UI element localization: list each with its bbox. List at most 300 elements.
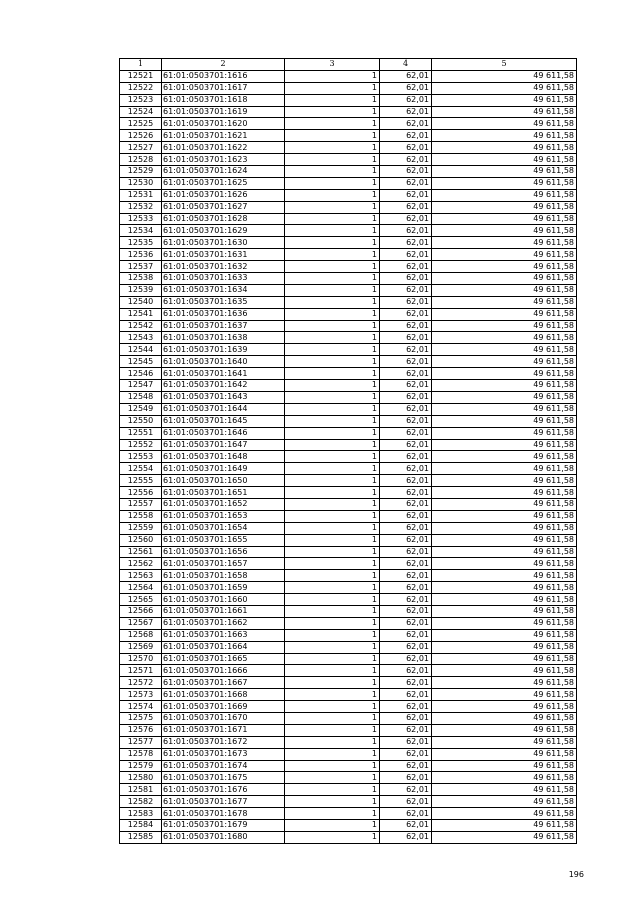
value-cell: 49 611,58 <box>432 582 577 594</box>
value-cell: 49 611,58 <box>432 831 577 843</box>
count-cell: 1 <box>285 617 380 629</box>
table-row <box>120 106 577 118</box>
table-row <box>120 261 577 273</box>
value-cell: 49 611,58 <box>432 820 577 832</box>
count-cell: 1 <box>285 784 380 796</box>
count-cell: 1 <box>285 451 380 463</box>
row-number-cell: 12527 <box>120 142 162 154</box>
row-number-cell: 12580 <box>120 772 162 784</box>
value-cell: 49 611,58 <box>432 712 577 724</box>
row-number-cell: 12559 <box>120 522 162 534</box>
cadastral-number-cell: 61:01:0503701:1638 <box>162 332 285 344</box>
row-number-cell: 12552 <box>120 439 162 451</box>
area-cell: 62,01 <box>380 237 432 249</box>
row-number-cell: 12530 <box>120 177 162 189</box>
cadastral-number-cell: 61:01:0503701:1662 <box>162 617 285 629</box>
area-cell: 62,01 <box>380 736 432 748</box>
value-cell: 49 611,58 <box>432 189 577 201</box>
cadastral-number-cell: 61:01:0503701:1634 <box>162 284 285 296</box>
table-row <box>120 653 577 665</box>
table-row <box>120 760 577 772</box>
value-cell: 49 611,58 <box>432 177 577 189</box>
cadastral-number-cell: 61:01:0503701:1675 <box>162 772 285 784</box>
area-cell: 62,01 <box>380 831 432 843</box>
row-number-cell: 12578 <box>120 748 162 760</box>
area-cell: 62,01 <box>380 130 432 142</box>
cadastral-number-cell: 61:01:0503701:1619 <box>162 106 285 118</box>
row-number-cell: 12573 <box>120 689 162 701</box>
column-header-3: 3 <box>285 59 380 71</box>
cadastral-number-cell: 61:01:0503701:1652 <box>162 498 285 510</box>
table-row <box>120 724 577 736</box>
table-row <box>120 249 577 261</box>
cadastral-number-cell: 61:01:0503701:1659 <box>162 582 285 594</box>
table-row <box>120 308 577 320</box>
area-cell: 62,01 <box>380 154 432 166</box>
count-cell: 1 <box>285 82 380 94</box>
cadastral-number-cell: 61:01:0503701:1656 <box>162 546 285 558</box>
area-cell: 62,01 <box>380 82 432 94</box>
value-cell: 49 611,58 <box>432 391 577 403</box>
area-cell: 62,01 <box>380 451 432 463</box>
area-cell: 62,01 <box>380 189 432 201</box>
row-number-cell: 12563 <box>120 570 162 582</box>
count-cell: 1 <box>285 831 380 843</box>
value-cell: 49 611,58 <box>432 356 577 368</box>
row-number-cell: 12566 <box>120 605 162 617</box>
table-row <box>120 617 577 629</box>
count-cell: 1 <box>285 594 380 606</box>
cadastral-number-cell: 61:01:0503701:1630 <box>162 237 285 249</box>
value-cell: 49 611,58 <box>432 510 577 522</box>
value-cell: 49 611,58 <box>432 653 577 665</box>
row-number-cell: 12571 <box>120 665 162 677</box>
cadastral-number-cell: 61:01:0503701:1635 <box>162 296 285 308</box>
count-cell: 1 <box>285 463 380 475</box>
count-cell: 1 <box>285 772 380 784</box>
value-cell: 49 611,58 <box>432 475 577 487</box>
value-cell: 49 611,58 <box>432 320 577 332</box>
count-cell: 1 <box>285 820 380 832</box>
row-number-cell: 12574 <box>120 701 162 713</box>
column-header-1: 1 <box>120 59 162 71</box>
cadastral-number-cell: 61:01:0503701:1668 <box>162 689 285 701</box>
area-cell: 62,01 <box>380 641 432 653</box>
cadastral-number-cell: 61:01:0503701:1621 <box>162 130 285 142</box>
cadastral-number-cell: 61:01:0503701:1631 <box>162 249 285 261</box>
area-cell: 62,01 <box>380 748 432 760</box>
cadastral-number-cell: 61:01:0503701:1627 <box>162 201 285 213</box>
table-row <box>120 403 577 415</box>
table-row <box>120 534 577 546</box>
area-cell: 62,01 <box>380 772 432 784</box>
row-number-cell: 12534 <box>120 225 162 237</box>
count-cell: 1 <box>285 475 380 487</box>
area-cell: 62,01 <box>380 261 432 273</box>
table-row <box>120 189 577 201</box>
count-cell: 1 <box>285 166 380 178</box>
row-number-cell: 12584 <box>120 820 162 832</box>
value-cell: 49 611,58 <box>432 154 577 166</box>
area-cell: 62,01 <box>380 522 432 534</box>
value-cell: 49 611,58 <box>432 213 577 225</box>
count-cell: 1 <box>285 201 380 213</box>
table-row <box>120 629 577 641</box>
count-cell: 1 <box>285 748 380 760</box>
area-cell: 62,01 <box>380 463 432 475</box>
area-cell: 62,01 <box>380 273 432 285</box>
count-cell: 1 <box>285 653 380 665</box>
table-row <box>120 570 577 582</box>
value-cell: 49 611,58 <box>432 106 577 118</box>
cadastral-number-cell: 61:01:0503701:1622 <box>162 142 285 154</box>
value-cell: 49 611,58 <box>432 701 577 713</box>
cadastral-number-cell: 61:01:0503701:1663 <box>162 629 285 641</box>
row-number-cell: 12536 <box>120 249 162 261</box>
row-number-cell: 12560 <box>120 534 162 546</box>
cadastral-number-cell: 61:01:0503701:1666 <box>162 665 285 677</box>
cadastral-number-cell: 61:01:0503701:1623 <box>162 154 285 166</box>
table-row <box>120 831 577 843</box>
area-cell: 62,01 <box>380 142 432 154</box>
count-cell: 1 <box>285 308 380 320</box>
table-row <box>120 356 577 368</box>
count-cell: 1 <box>285 736 380 748</box>
count-cell: 1 <box>285 356 380 368</box>
table-row <box>120 594 577 606</box>
count-cell: 1 <box>285 273 380 285</box>
area-cell: 62,01 <box>380 712 432 724</box>
count-cell: 1 <box>285 237 380 249</box>
column-header-4: 4 <box>380 59 432 71</box>
row-number-cell: 12545 <box>120 356 162 368</box>
row-number-cell: 12549 <box>120 403 162 415</box>
cadastral-number-cell: 61:01:0503701:1655 <box>162 534 285 546</box>
table-row <box>120 142 577 154</box>
count-cell: 1 <box>285 546 380 558</box>
value-cell: 49 611,58 <box>432 237 577 249</box>
cadastral-number-cell: 61:01:0503701:1628 <box>162 213 285 225</box>
table-row <box>120 130 577 142</box>
value-cell: 49 611,58 <box>432 534 577 546</box>
count-cell: 1 <box>285 808 380 820</box>
area-cell: 62,01 <box>380 70 432 82</box>
cadastral-number-cell: 61:01:0503701:1672 <box>162 736 285 748</box>
value-cell: 49 611,58 <box>432 594 577 606</box>
table-row <box>120 415 577 427</box>
area-cell: 62,01 <box>380 629 432 641</box>
count-cell: 1 <box>285 701 380 713</box>
value-cell: 49 611,58 <box>432 284 577 296</box>
cadastral-number-cell: 61:01:0503701:1626 <box>162 189 285 201</box>
value-cell: 49 611,58 <box>432 130 577 142</box>
row-number-cell: 12540 <box>120 296 162 308</box>
table-row <box>120 273 577 285</box>
cadastral-number-cell: 61:01:0503701:1658 <box>162 570 285 582</box>
cadastral-number-cell: 61:01:0503701:1618 <box>162 94 285 106</box>
row-number-cell: 12524 <box>120 106 162 118</box>
count-cell: 1 <box>285 106 380 118</box>
table-row <box>120 546 577 558</box>
table-row <box>120 748 577 760</box>
value-cell: 49 611,58 <box>432 70 577 82</box>
count-cell: 1 <box>285 403 380 415</box>
area-cell: 62,01 <box>380 391 432 403</box>
table-row <box>120 701 577 713</box>
value-cell: 49 611,58 <box>432 546 577 558</box>
value-cell: 49 611,58 <box>432 605 577 617</box>
table-body <box>120 70 577 843</box>
row-number-cell: 12572 <box>120 677 162 689</box>
table-row <box>120 166 577 178</box>
count-cell: 1 <box>285 677 380 689</box>
table-row <box>120 665 577 677</box>
cadastral-number-cell: 61:01:0503701:1650 <box>162 475 285 487</box>
cadastral-number-cell: 61:01:0503701:1616 <box>162 70 285 82</box>
count-cell: 1 <box>285 796 380 808</box>
count-cell: 1 <box>285 665 380 677</box>
table-row <box>120 772 577 784</box>
value-cell: 49 611,58 <box>432 273 577 285</box>
table-row <box>120 94 577 106</box>
cadastral-number-cell: 61:01:0503701:1674 <box>162 760 285 772</box>
cadastral-number-cell: 61:01:0503701:1632 <box>162 261 285 273</box>
count-cell: 1 <box>285 582 380 594</box>
row-number-cell: 12526 <box>120 130 162 142</box>
area-cell: 62,01 <box>380 498 432 510</box>
row-number-cell: 12550 <box>120 415 162 427</box>
table-row <box>120 118 577 130</box>
row-number-cell: 12575 <box>120 712 162 724</box>
value-cell: 49 611,58 <box>432 118 577 130</box>
area-cell: 62,01 <box>380 796 432 808</box>
count-cell: 1 <box>285 284 380 296</box>
count-cell: 1 <box>285 320 380 332</box>
table-row <box>120 605 577 617</box>
value-cell: 49 611,58 <box>432 94 577 106</box>
count-cell: 1 <box>285 130 380 142</box>
count-cell: 1 <box>285 510 380 522</box>
area-cell: 62,01 <box>380 403 432 415</box>
row-number-cell: 12565 <box>120 594 162 606</box>
value-cell: 49 611,58 <box>432 249 577 261</box>
area-cell: 62,01 <box>380 594 432 606</box>
cadastral-number-cell: 61:01:0503701:1644 <box>162 403 285 415</box>
area-cell: 62,01 <box>380 166 432 178</box>
value-cell: 49 611,58 <box>432 427 577 439</box>
area-cell: 62,01 <box>380 784 432 796</box>
area-cell: 62,01 <box>380 380 432 392</box>
table-row <box>120 225 577 237</box>
table-row <box>120 427 577 439</box>
area-cell: 62,01 <box>380 570 432 582</box>
table-row <box>120 487 577 499</box>
area-cell: 62,01 <box>380 177 432 189</box>
count-cell: 1 <box>285 487 380 499</box>
area-cell: 62,01 <box>380 808 432 820</box>
row-number-cell: 12541 <box>120 308 162 320</box>
value-cell: 49 611,58 <box>432 617 577 629</box>
cadastral-number-cell: 61:01:0503701:1637 <box>162 320 285 332</box>
count-cell: 1 <box>285 332 380 344</box>
area-cell: 62,01 <box>380 605 432 617</box>
area-cell: 62,01 <box>380 118 432 130</box>
value-cell: 49 611,58 <box>432 380 577 392</box>
area-cell: 62,01 <box>380 213 432 225</box>
cadastral-number-cell: 61:01:0503701:1665 <box>162 653 285 665</box>
cadastral-number-cell: 61:01:0503701:1648 <box>162 451 285 463</box>
row-number-cell: 12582 <box>120 796 162 808</box>
cadastral-number-cell: 61:01:0503701:1669 <box>162 701 285 713</box>
row-number-cell: 12562 <box>120 558 162 570</box>
count-cell: 1 <box>285 605 380 617</box>
table-row <box>120 213 577 225</box>
table-row <box>120 796 577 808</box>
count-cell: 1 <box>285 118 380 130</box>
value-cell: 49 611,58 <box>432 296 577 308</box>
table-row <box>120 712 577 724</box>
area-cell: 62,01 <box>380 558 432 570</box>
table-row <box>120 82 577 94</box>
area-cell: 62,01 <box>380 332 432 344</box>
row-number-cell: 12577 <box>120 736 162 748</box>
cadastral-number-cell: 61:01:0503701:1647 <box>162 439 285 451</box>
row-number-cell: 12585 <box>120 831 162 843</box>
cadastral-number-cell: 61:01:0503701:1670 <box>162 712 285 724</box>
cadastral-number-cell: 61:01:0503701:1664 <box>162 641 285 653</box>
area-cell: 62,01 <box>380 320 432 332</box>
value-cell: 49 611,58 <box>432 463 577 475</box>
count-cell: 1 <box>285 225 380 237</box>
row-number-cell: 12523 <box>120 94 162 106</box>
value-cell: 49 611,58 <box>432 724 577 736</box>
table-row <box>120 320 577 332</box>
row-number-cell: 12543 <box>120 332 162 344</box>
count-cell: 1 <box>285 427 380 439</box>
table-row <box>120 368 577 380</box>
cadastral-number-cell: 61:01:0503701:1639 <box>162 344 285 356</box>
cadastral-number-cell: 61:01:0503701:1657 <box>162 558 285 570</box>
row-number-cell: 12554 <box>120 463 162 475</box>
count-cell: 1 <box>285 154 380 166</box>
row-number-cell: 12553 <box>120 451 162 463</box>
count-cell: 1 <box>285 498 380 510</box>
cadastral-number-cell: 61:01:0503701:1625 <box>162 177 285 189</box>
count-cell: 1 <box>285 391 380 403</box>
table-row <box>120 451 577 463</box>
cadastral-number-cell: 61:01:0503701:1671 <box>162 724 285 736</box>
page-number: 196 <box>568 870 584 879</box>
row-number-cell: 12544 <box>120 344 162 356</box>
area-cell: 62,01 <box>380 475 432 487</box>
table-row <box>120 558 577 570</box>
table-row <box>120 70 577 82</box>
cadastral-number-cell: 61:01:0503701:1653 <box>162 510 285 522</box>
count-cell: 1 <box>285 189 380 201</box>
value-cell: 49 611,58 <box>432 332 577 344</box>
value-cell: 49 611,58 <box>432 677 577 689</box>
cadastral-number-cell: 61:01:0503701:1646 <box>162 427 285 439</box>
count-cell: 1 <box>285 261 380 273</box>
area-cell: 62,01 <box>380 510 432 522</box>
cadastral-number-cell: 61:01:0503701:1642 <box>162 380 285 392</box>
count-cell: 1 <box>285 344 380 356</box>
area-cell: 62,01 <box>380 356 432 368</box>
count-cell: 1 <box>285 712 380 724</box>
count-cell: 1 <box>285 641 380 653</box>
value-cell: 49 611,58 <box>432 736 577 748</box>
cadastral-number-cell: 61:01:0503701:1633 <box>162 273 285 285</box>
count-cell: 1 <box>285 368 380 380</box>
data-table <box>119 58 577 844</box>
table-row <box>120 154 577 166</box>
area-cell: 62,01 <box>380 201 432 213</box>
row-number-cell: 12525 <box>120 118 162 130</box>
row-number-cell: 12558 <box>120 510 162 522</box>
cadastral-number-cell: 61:01:0503701:1680 <box>162 831 285 843</box>
table-row <box>120 391 577 403</box>
value-cell: 49 611,58 <box>432 261 577 273</box>
cadastral-number-cell: 61:01:0503701:1617 <box>162 82 285 94</box>
table-row <box>120 296 577 308</box>
table-row <box>120 641 577 653</box>
row-number-cell: 12546 <box>120 368 162 380</box>
row-number-cell: 12568 <box>120 629 162 641</box>
row-number-cell: 12528 <box>120 154 162 166</box>
row-number-cell: 12556 <box>120 487 162 499</box>
area-cell: 62,01 <box>380 724 432 736</box>
table-row <box>120 463 577 475</box>
row-number-cell: 12547 <box>120 380 162 392</box>
count-cell: 1 <box>285 534 380 546</box>
area-cell: 62,01 <box>380 308 432 320</box>
value-cell: 49 611,58 <box>432 570 577 582</box>
area-cell: 62,01 <box>380 665 432 677</box>
cadastral-number-cell: 61:01:0503701:1654 <box>162 522 285 534</box>
count-cell: 1 <box>285 689 380 701</box>
value-cell: 49 611,58 <box>432 368 577 380</box>
count-cell: 1 <box>285 70 380 82</box>
value-cell: 49 611,58 <box>432 308 577 320</box>
cadastral-number-cell: 61:01:0503701:1641 <box>162 368 285 380</box>
count-cell: 1 <box>285 142 380 154</box>
area-cell: 62,01 <box>380 344 432 356</box>
value-cell: 49 611,58 <box>432 796 577 808</box>
value-cell: 49 611,58 <box>432 558 577 570</box>
cadastral-number-cell: 61:01:0503701:1645 <box>162 415 285 427</box>
area-cell: 62,01 <box>380 760 432 772</box>
area-cell: 62,01 <box>380 534 432 546</box>
row-number-cell: 12538 <box>120 273 162 285</box>
row-number-cell: 12529 <box>120 166 162 178</box>
table-row <box>120 237 577 249</box>
value-cell: 49 611,58 <box>432 82 577 94</box>
count-cell: 1 <box>285 439 380 451</box>
cadastral-number-cell: 61:01:0503701:1678 <box>162 808 285 820</box>
count-cell: 1 <box>285 94 380 106</box>
area-cell: 62,01 <box>380 94 432 106</box>
value-cell: 49 611,58 <box>432 201 577 213</box>
row-number-cell: 12581 <box>120 784 162 796</box>
area-cell: 62,01 <box>380 415 432 427</box>
value-cell: 49 611,58 <box>432 760 577 772</box>
cadastral-number-cell: 61:01:0503701:1629 <box>162 225 285 237</box>
cadastral-number-cell: 61:01:0503701:1649 <box>162 463 285 475</box>
table-row <box>120 475 577 487</box>
count-cell: 1 <box>285 415 380 427</box>
count-cell: 1 <box>285 724 380 736</box>
area-cell: 62,01 <box>380 582 432 594</box>
